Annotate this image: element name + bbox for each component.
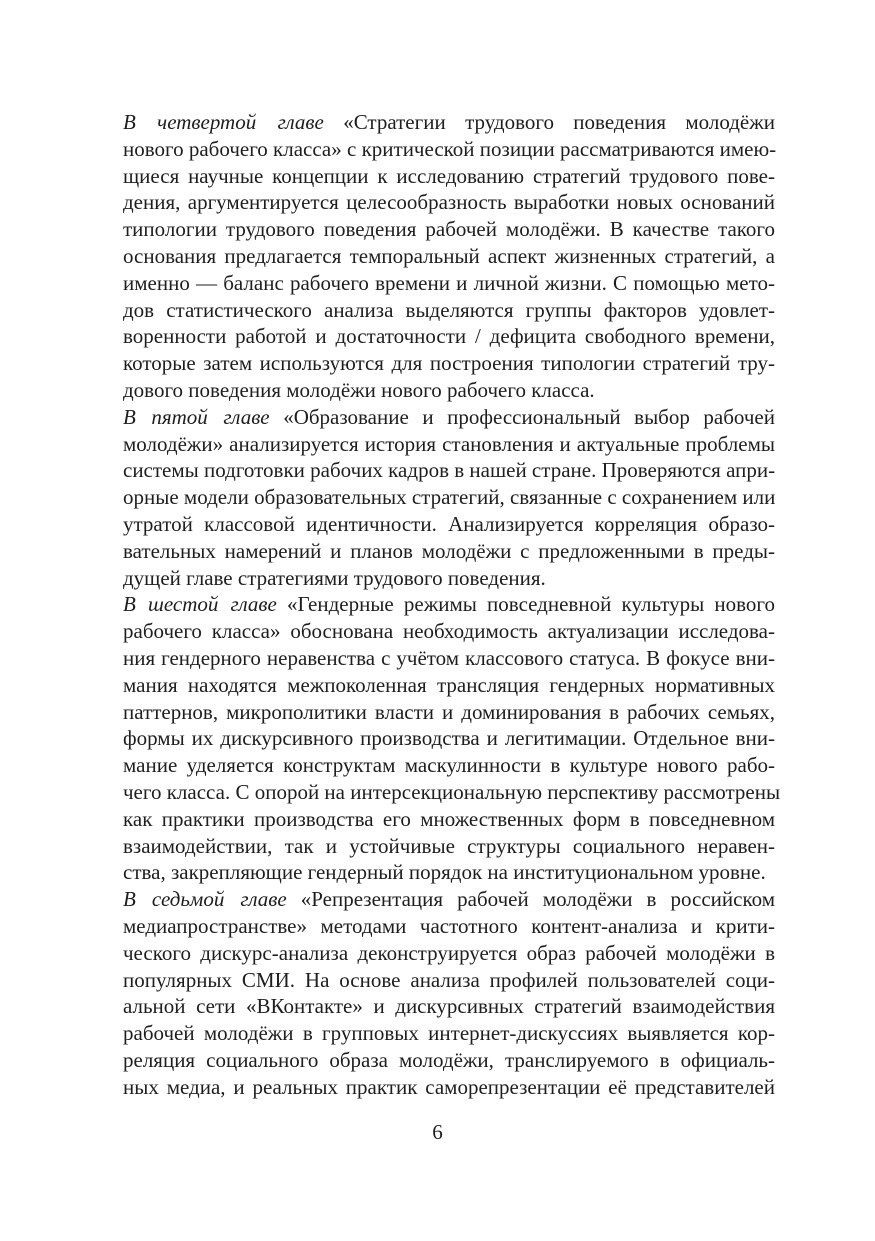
text-line: чего класса. С опорой на интерсекциональную перспективу рассмотрены [123, 779, 781, 804]
paragraph-chapter-4 [123, 109, 775, 404]
text-line: ных медиа, и реальных практик саморепрезентации её представителей [123, 1074, 775, 1099]
text-line: дения, аргументируется целесообразность выработки новых оснований [123, 190, 775, 215]
first-line-rest: «Репрезентация рабочей молодёжи в российском [286, 887, 775, 912]
text-line: нового рабочего класса» с критической позиции рассматриваются имею- [123, 136, 777, 161]
text-line: типологии трудового поведения рабочей молодёжи. В качестве такого [123, 217, 775, 242]
text-line: воренности работой и достаточности / дефицита свободного времени, [123, 324, 775, 349]
chapter-lead: В пятой главе [123, 404, 270, 429]
text-line: как практики производства его множественных форм в повседневном [123, 806, 775, 831]
page-number: 6 [432, 1120, 443, 1144]
text-line: системы подготовки рабочих кадров в нашей стране. Проверяются апри- [123, 458, 776, 483]
chapter-lead: В шестой главе [123, 592, 277, 617]
text-line: мание уделяется конструктам маскулинности в культуре нового рабо- [123, 753, 775, 778]
text-line: дущей главе стратегиями трудового поведения. [123, 565, 546, 590]
paragraph-first-line [123, 886, 775, 913]
text-line: взаимодействии, так и устойчивые структуры социального неравен- [123, 833, 775, 858]
paragraph-chapter-7 [123, 886, 775, 1100]
paragraph-chapter-6 [123, 591, 781, 886]
text-line: утратой классовой идентичности. Анализируется корреляция образо- [123, 511, 775, 536]
text-line: мания находятся межпоколенная трансляция гендерных нормативных [123, 672, 775, 697]
text-line: орные модели образовательных стратегий, связанные с сохранением или [123, 485, 776, 510]
text-line: которые затем используются для построения типологии стратегий тру- [123, 351, 775, 376]
text-line: ния гендерного неравенства с учётом классового статуса. В фокусе вни- [123, 645, 775, 670]
paragraph-chapter-5 [123, 404, 775, 592]
text-line: популярных СМИ. На основе анализа профилей пользователей соци- [123, 967, 775, 992]
text-line: дов статистического анализа выделяются группы факторов удовлет- [123, 297, 775, 322]
text-line: реляция социального образа молодёжи, транслируемого в официаль- [123, 1047, 775, 1072]
chapter-lead: В седьмой главе [123, 887, 287, 912]
text-line: медиапространстве» методами частотного контент-анализа и крити- [123, 913, 775, 938]
body-text [123, 109, 781, 1100]
first-line-rest: «Стратегии трудового поведения молодёжи [323, 110, 775, 134]
text-line: молодёжи» анализируется история становления и актуальные проблемы [123, 431, 775, 456]
text-line: рабочего класса» обоснована необходимость актуализации исследова- [123, 619, 775, 644]
text-line: вательных намерений и планов молодёжи с предложенными в преды- [123, 538, 775, 563]
text-line: ства, закрепляющие гендерный порядок на институциональном уровне. [123, 860, 766, 885]
paragraph-first-line [123, 109, 775, 136]
text-line: именно — баланс рабочего времени и личной жизни. С помощью мето- [123, 270, 775, 295]
text-line: основания предлагается темпоральный аспект жизненных стратегий, а [123, 243, 775, 268]
text-line: формы их дискурсивного производства и легитимации. Отдельное вни- [123, 726, 775, 751]
text-line: ческого дискурс-анализа деконструируется образ рабочей молодёжи в [123, 940, 775, 965]
first-line-rest: «Гендерные режимы повседневной культуры нового [276, 592, 775, 617]
chapter-lead: В четвертой главе [123, 110, 324, 134]
text-line: альной сети «ВКонтакте» и дискурсивных стратегий взаимодействия [123, 994, 775, 1019]
text-line: рабочей молодёжи в групповых интернет-дискуссиях выявляется кор- [123, 1021, 775, 1046]
text-line: щиеся научные концепции к исследованию стратегий трудового пове- [123, 163, 775, 188]
text-line: паттернов, микрополитики власти и доминирования в рабочих семьях, [123, 699, 775, 724]
paragraph-first-line [123, 591, 775, 618]
first-line-rest: «Образование и профессиональный выбор рабочей [269, 404, 775, 429]
text-line: дового поведения молодёжи нового рабочего класса. [123, 377, 595, 402]
paragraph-first-line [123, 404, 775, 431]
